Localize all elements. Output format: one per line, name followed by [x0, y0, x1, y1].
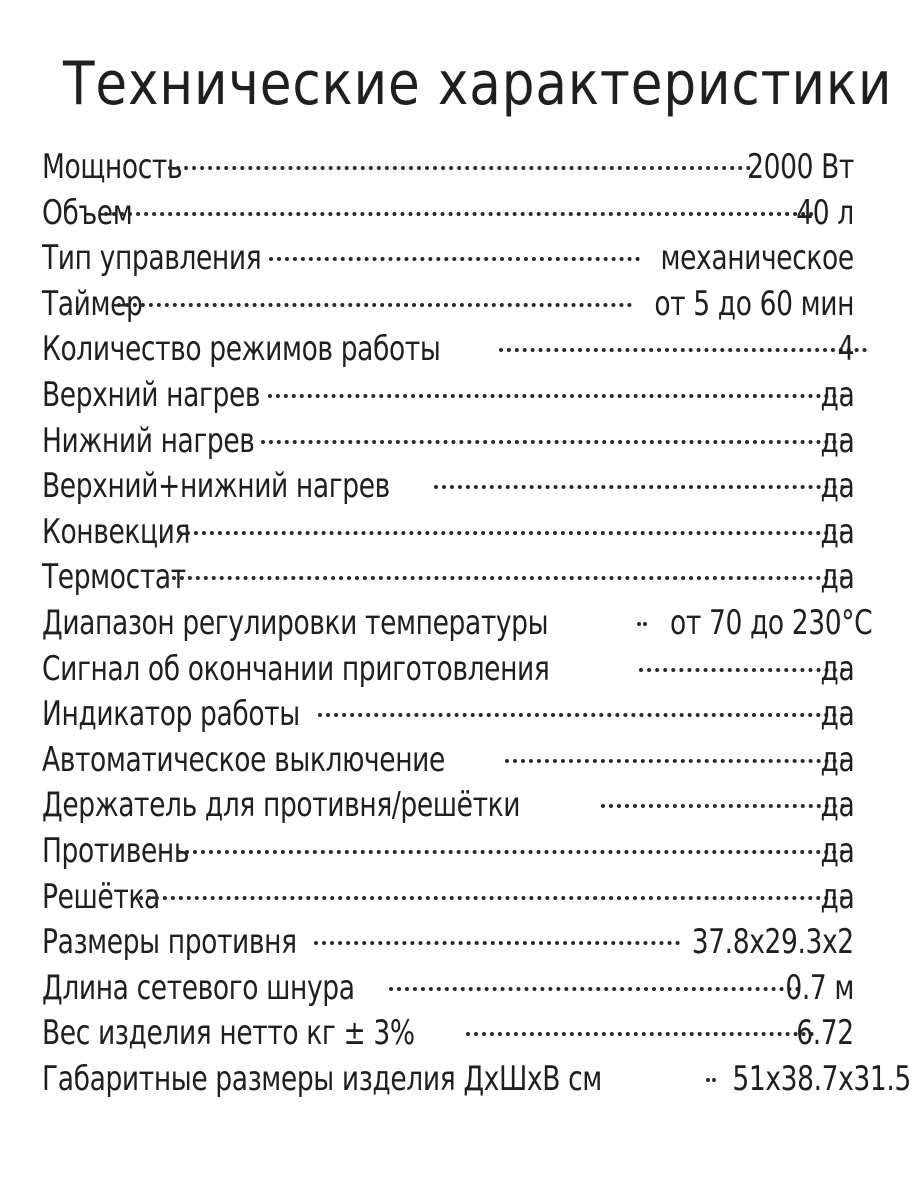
spec-row-top-heating: [42, 373, 854, 419]
spec-value: от 5 до 60 мин: [654, 283, 854, 324]
spec-value: механическое: [660, 238, 854, 279]
spec-value: от 70 до 230°C: [669, 602, 873, 643]
dotted-leader: [261, 440, 845, 444]
dotted-leader: [168, 166, 751, 170]
dotted-leader: [434, 485, 845, 489]
spec-label: Автоматическое выключение: [42, 739, 445, 780]
spec-label: Держатель для противня/решётки: [42, 785, 521, 826]
spec-value: 40 л: [796, 192, 854, 233]
spec-value: 4: [837, 329, 854, 370]
dotted-leader: [172, 576, 844, 580]
spec-value: да: [820, 739, 854, 780]
spec-label: Нижний нагрев: [42, 420, 255, 461]
spec-label: Тип управления: [42, 238, 262, 279]
spec-label: Индикатор работы: [42, 694, 300, 735]
dotted-leader: [706, 1078, 716, 1082]
spec-label: Диапазон регулировки температуры: [42, 602, 549, 643]
spec-row-timer: [42, 282, 854, 328]
spec-value: 37.8x29.3x2: [691, 922, 854, 963]
spec-value: да: [820, 466, 854, 507]
dotted-leader: [117, 303, 632, 307]
spec-label: Сигнал об окончании приготовления: [42, 648, 550, 689]
spec-row-auto-shutoff: [42, 738, 854, 784]
dotted-leader: [466, 1032, 815, 1036]
spec-value: 51x38.7x31.5: [732, 1058, 911, 1099]
dotted-leader: [268, 394, 845, 398]
spec-row-top-bottom-heating: [42, 464, 854, 510]
dotted-leader: [269, 257, 640, 261]
spec-list: [42, 145, 911, 1102]
spec-label: Решётка: [42, 876, 160, 917]
spec-row-overall-dimensions: [42, 1057, 911, 1103]
spec-label: Габаритные размеры изделия ДхШхВ см: [42, 1058, 602, 1099]
spec-value: да: [820, 557, 854, 598]
dotted-leader: [318, 713, 844, 717]
spec-label: Таймер: [42, 283, 143, 324]
spec-row-thermostat: [42, 555, 854, 601]
dotted-leader: [499, 348, 867, 352]
spec-row-tray-dimensions: [42, 920, 854, 966]
dotted-leader: [639, 668, 845, 672]
spec-row-net-weight: [42, 1011, 854, 1057]
spec-label: Размеры противня: [42, 922, 297, 963]
spec-row-modes-count: [42, 327, 854, 373]
spec-label: Вес изделия нетто кг ± 3%: [42, 1013, 415, 1054]
spec-value: да: [820, 876, 854, 917]
spec-row-ready-signal: [42, 647, 854, 693]
spec-label: Мощность: [42, 147, 183, 187]
spec-row-tray-holder: [42, 783, 854, 829]
spec-value: да: [820, 648, 854, 689]
dotted-leader: [178, 531, 845, 535]
spec-row-volume: [42, 191, 854, 237]
dotted-leader: [314, 941, 680, 945]
spec-value: да: [820, 785, 854, 826]
dotted-leader: [601, 804, 845, 808]
spec-row-temperature-range: [42, 601, 873, 647]
spec-label: Верхний нагрев: [42, 374, 261, 415]
spec-label: Противень: [42, 830, 190, 871]
spec-label: Верхний+нижний нагрев: [42, 466, 390, 507]
spec-row-grill-rack: [42, 875, 854, 921]
dotted-leader: [177, 850, 845, 854]
spec-row-convection: [42, 510, 854, 556]
spec-row-baking-tray: [42, 829, 854, 875]
spec-value: да: [820, 374, 854, 415]
spec-value: 0.7 м: [785, 967, 854, 1008]
spec-row-power: [42, 145, 854, 191]
dotted-leader: [637, 622, 647, 626]
spec-value: да: [820, 420, 854, 461]
spec-value: 6.72: [796, 1013, 854, 1054]
dotted-leader: [505, 759, 845, 763]
spec-value: 2000 Вт: [747, 147, 854, 187]
spec-label: Количество режимов работы: [42, 329, 441, 370]
spec-value: да: [820, 830, 854, 871]
dotted-leader: [389, 987, 800, 991]
spec-row-control-type: [42, 236, 854, 282]
dotted-leader: [104, 212, 814, 216]
spec-value: да: [820, 694, 854, 735]
spec-label: Конвекция: [42, 511, 191, 552]
page-title: Технические характеристики: [63, 49, 893, 119]
spec-value: да: [820, 511, 854, 552]
spec-row-cord-length: [42, 966, 854, 1012]
spec-label: Длина сетевого шнура: [42, 967, 355, 1008]
spec-row-power-indicator: [42, 692, 854, 738]
spec-label: Объем: [42, 192, 133, 233]
dotted-leader: [139, 896, 845, 900]
spec-label: Термостат: [42, 557, 186, 598]
spec-row-bottom-heating: [42, 419, 854, 465]
